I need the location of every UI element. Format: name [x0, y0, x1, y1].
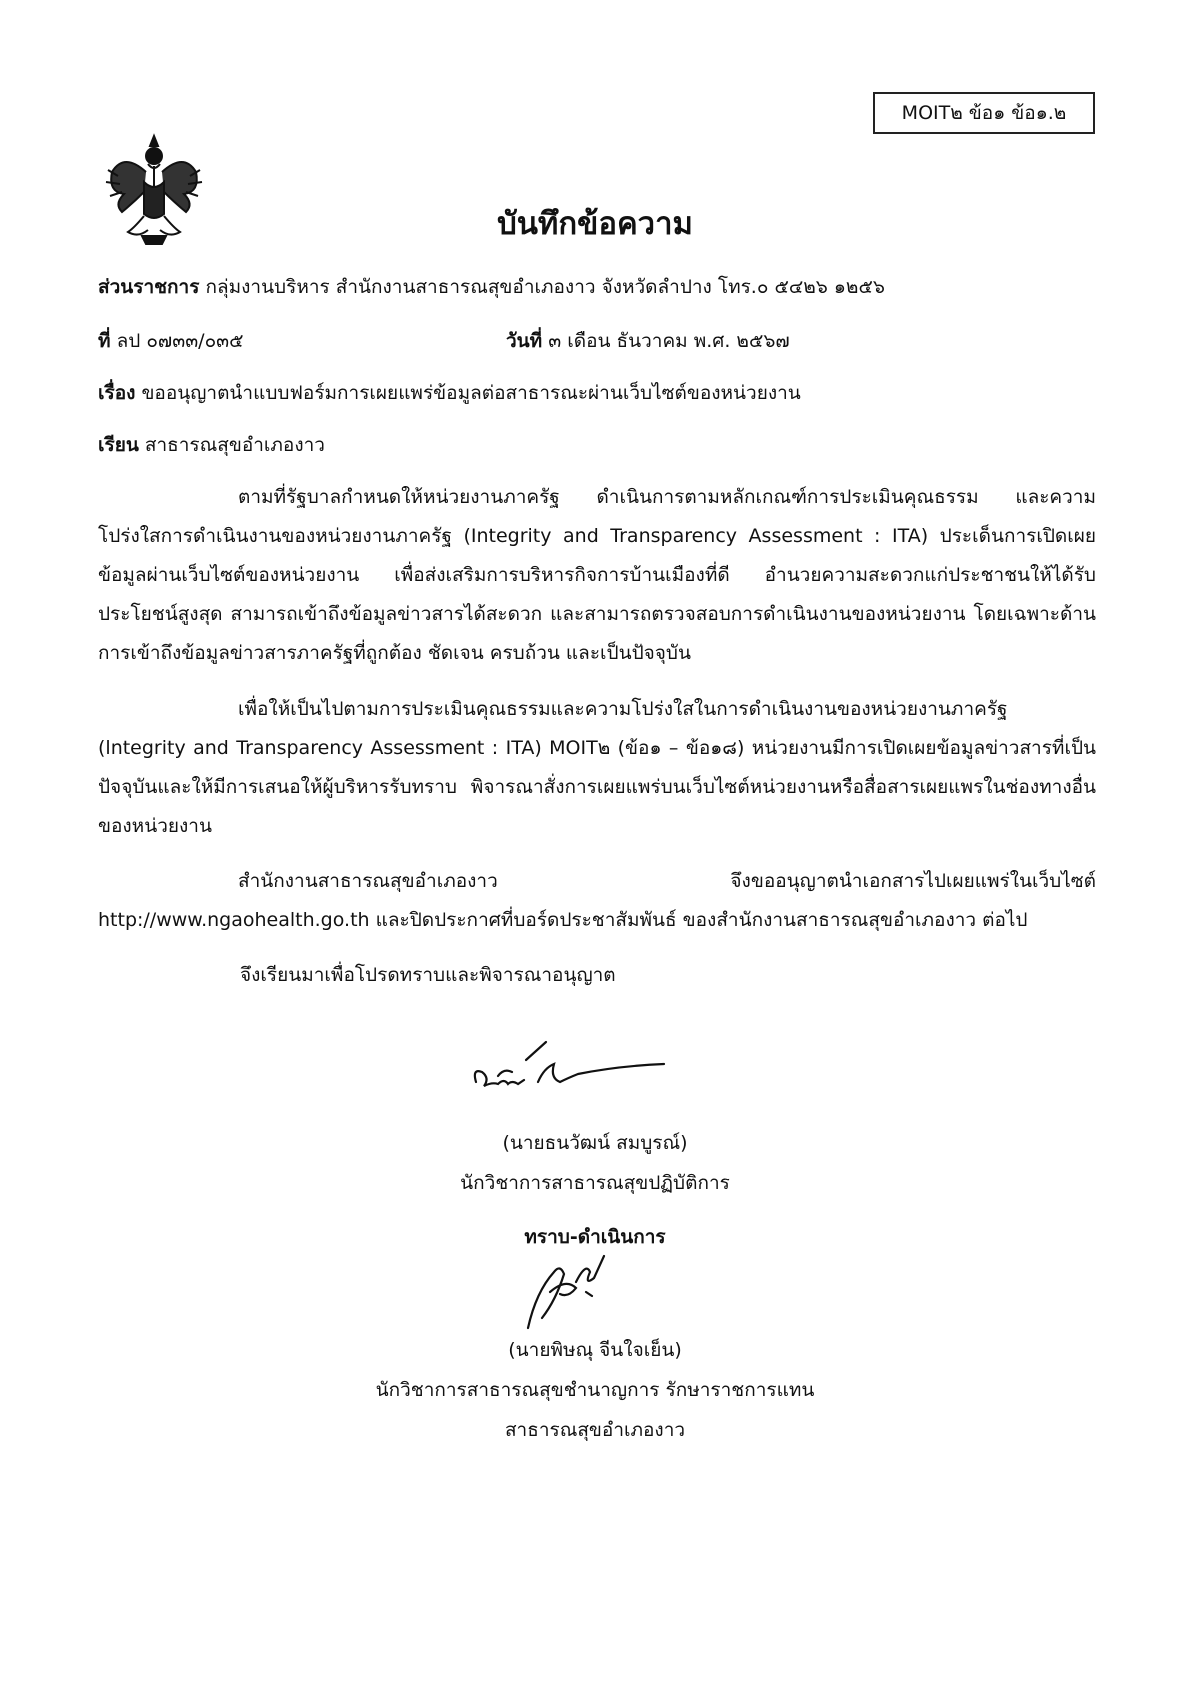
approval-note: ทราบ-ดำเนินการ [524, 1226, 666, 1248]
date-value: ๓ เดือน ธันวาคม พ.ศ. ๒๕๖๗ [548, 330, 790, 352]
paragraph-1-text: ตามที่รัฐบาลกำหนดให้หน่วยงานภาครัฐ ดำเนินการตามหลักเกณฑ์การประเมินคุณธรรม และความโปร่งใสการดำเนินงานของหน่วยงานภาครัฐ (Integrity and Transparency Assessment : ITA) ประเด็นการเปิดเผยข้อมูลผ่านเว็บไซต์ของหน่วยงาน เพื่อส่งเสริมการบริหารกิจการบ้านเมืองที่ดี อำนวยความสะดวกแก่ประชาชนให้ได้รับประโยชน์สูงสุด สามารถเข้าถึงข้อมูลข่าวสารได้สะดวก และสามารถตรวจสอบการดำเนินงานของหน่วยงาน โดยเฉพาะด้านการเข้าถึงข้อมูลข่าวสารภาครัฐที่ถูกต้อง ชัดเจน ครบถ้วน และเป็นปัจจุบัน [98, 486, 1096, 664]
agency-label: ส่วนราชการ [98, 276, 200, 298]
signer-2-name: (นายพิษณุ จีนใจเย็น) [508, 1339, 682, 1361]
reference-box [873, 92, 1095, 134]
signature-2-image [520, 1252, 610, 1332]
reference-text: MOIT๒ ข้อ๑ ข้อ๑.๒ [901, 102, 1067, 124]
closing-text: จึงเรียนมาเพื่อโปรดทราบและพิจารณาอนุญาต [240, 964, 616, 986]
paragraph-3-text: สำนักงานสาธารณสุขอำเภองาว จึงขออนุญาตนำเอกสารไปเผยแพร่ในเว็บไซต์ http://www.ngaohealth.go.th และปิดประกาศที่บอร์ดประชาสัมพันธ์ ของสำนักงานสาธารณสุขอำเภองาว ต่อไป [98, 870, 1096, 931]
body-paragraph-2 [98, 690, 1096, 846]
date-label: วันที่ [506, 330, 543, 352]
document-title: บันทึกข้อความ [497, 206, 693, 242]
signature-1-image [468, 1038, 668, 1096]
addressee-label: เรียน [98, 434, 139, 456]
body-paragraph-3 [98, 862, 1096, 940]
addressee-line [98, 430, 325, 460]
closing-line [240, 960, 616, 990]
signer-2-position-2: สาธารณสุขอำเภองาว [504, 1419, 686, 1441]
agency-value: กลุ่มงานบริหาร สำนักงานสาธารณสุขอำเภองาว จังหวัดลำปาง โทร.๐ ๕๔๒๖ ๑๒๕๖ [205, 276, 885, 298]
reference-line [98, 326, 244, 356]
subject-line [98, 378, 801, 408]
signer-2-position: นักวิชาการสาธารณสุขชำนาญการ รักษาราชการแทน [375, 1379, 815, 1401]
subject-value: ขออนุญาตนำแบบฟอร์มการเผยแพร่ข้อมูลต่อสาธารณะผ่านเว็บไซต์ของหน่วยงาน [141, 382, 801, 404]
reference-label: ที่ [98, 330, 111, 352]
date-line [506, 326, 790, 356]
reference-value: ลป ๐๗๓๓/๐๓๕ [116, 330, 244, 352]
addressee-value: สาธารณสุขอำเภองาว [144, 434, 325, 456]
paragraph-2-text: เพื่อให้เป็นไปตามการประเมินคุณธรรมและความโปร่งใสในการดำเนินงานของหน่วยงานภาครัฐ (lntegrity and Transparency Assessment : ITA) MOIT๒ (ข้อ๑ – ข้อ๑๘) หน่วยงานมีการเปิดเผยข้อมูลข่าวสารที่เป็นปัจจุบันและให้มีการเสนอให้ผู้บริหารรับทราบ พิจารณาสั่งการเผยแพร่บนเว็บไซต์หน่วยงานหรือสื่อสารเผยแพรในช่องทางอื่นของหน่วยงาน [98, 698, 1096, 837]
signer-1-name: (นายธนวัฒน์ สมบูรณ์) [502, 1132, 688, 1154]
body-paragraph-1 [98, 478, 1096, 673]
subject-label: เรื่อง [98, 382, 136, 404]
agency-line [98, 272, 885, 302]
signer-1-position: นักวิชาการสาธารณสุขปฏิบัติการ [460, 1172, 730, 1194]
